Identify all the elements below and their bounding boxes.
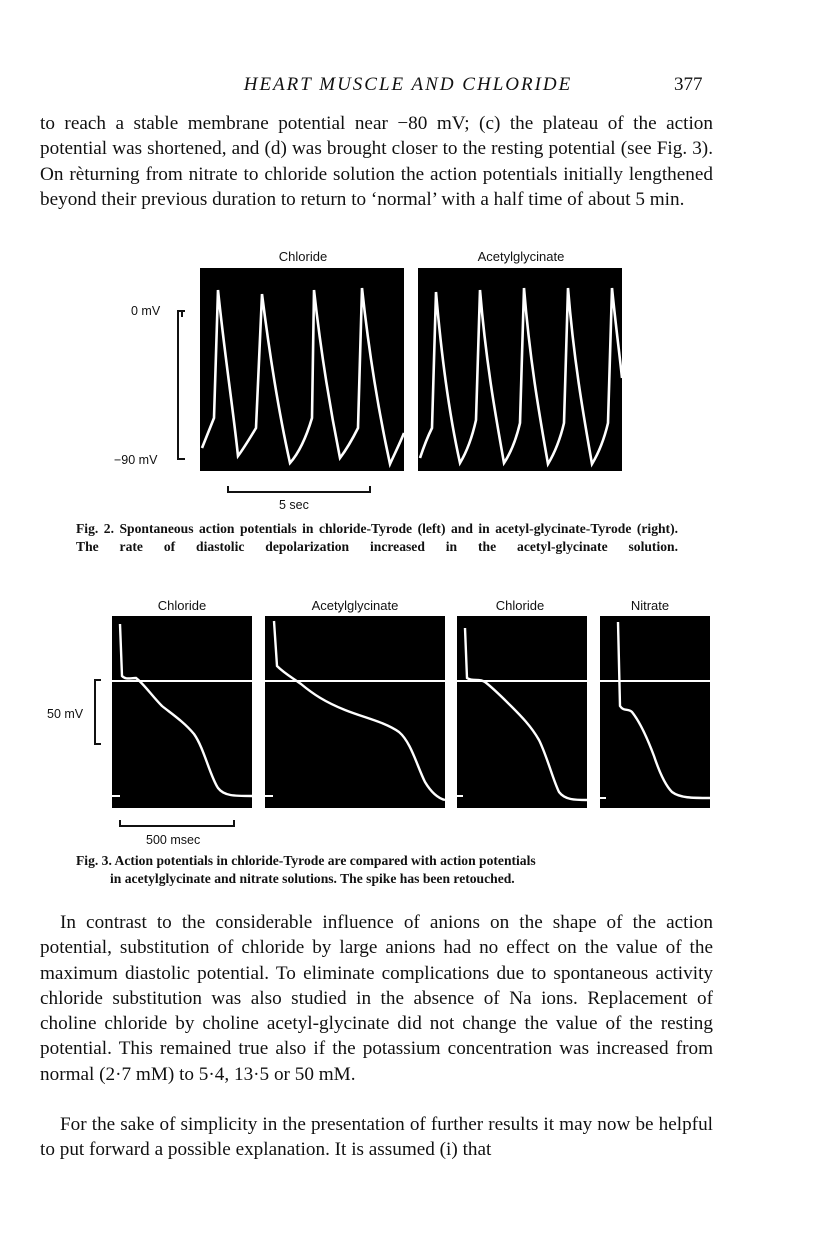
fig2-time-scale-label: 5 sec <box>279 498 309 512</box>
fig3-caption-label: Fig. 3. <box>76 853 112 868</box>
fig2-caption-text: Spontaneous action potentials in chloride-Tyrode (left) and in acetyl-glycinate-Tyrode (right). The rate of diastolic depolarization increased in the acetyl-glycinate solution. <box>76 521 678 554</box>
fig3-time-scale-label: 500 msec <box>146 833 201 847</box>
fig3-label-acetylglycinate: Acetylglycinate <box>311 598 399 613</box>
fig3-caption-line2: in acetylglycinate and nitrate solutions. The spike has been retouched. <box>110 870 515 886</box>
fig2-scale-bottom-label: −90 mV <box>114 453 158 467</box>
fig3-label-nitrate: Nitrate <box>630 598 670 613</box>
fig3-scale-voltage-label: 50 mV <box>47 707 84 721</box>
page-number: 377 <box>674 74 703 95</box>
fig3-label-chloride-2: Chloride <box>495 598 545 613</box>
fig2-label-acetylglycinate: Acetylglycinate <box>477 249 565 264</box>
fig3-label-chloride-1: Chloride <box>157 598 207 613</box>
fig2-scale-top-label: 0 mV <box>131 304 161 318</box>
running-title: HEART MUSCLE AND CHLORIDE <box>243 74 573 95</box>
paragraph-explanation: For the sake of simplicity in the presentation of further results it may now be helpful to put forward a possible explanation. It is assumed (i) that <box>40 1114 713 1161</box>
fig3-caption-line1: Action potentials in chloride-Tyrode are compared with action potentials <box>114 853 536 868</box>
paragraph-top: to reach a stable membrane potential near −80 mV; (c) the plateau of the action potential was shortened, and (d) was brought closer to the resting potential (see Fig. 3). On rèturning from nitrate to chloride solution the action potentials initially lengthened beyond their previous duration to return to ‘normal’ with a half time of about 5 min. <box>40 113 713 210</box>
fig2-caption-label: Fig. 2. <box>76 521 114 536</box>
fig3-caption <box>76 852 706 887</box>
fig2-label-chloride: Chloride <box>278 249 328 264</box>
paragraph-anion-effect: In contrast to the considerable influence of anions on the shape of the action potential, substitution of chloride by large anions had no effect on the value of the maximum diastolic potential. To eliminate complications due to spontaneous activity chloride substitution was also studied in the absence of Na ions. Replacement of choline chloride by choline acetyl-glycinate did not change the value of the resting potential. This remained true also if the potassium concentration was increased from normal (2·7 mM) to 5·4, 13·5 or 50 mM. <box>40 912 713 1085</box>
